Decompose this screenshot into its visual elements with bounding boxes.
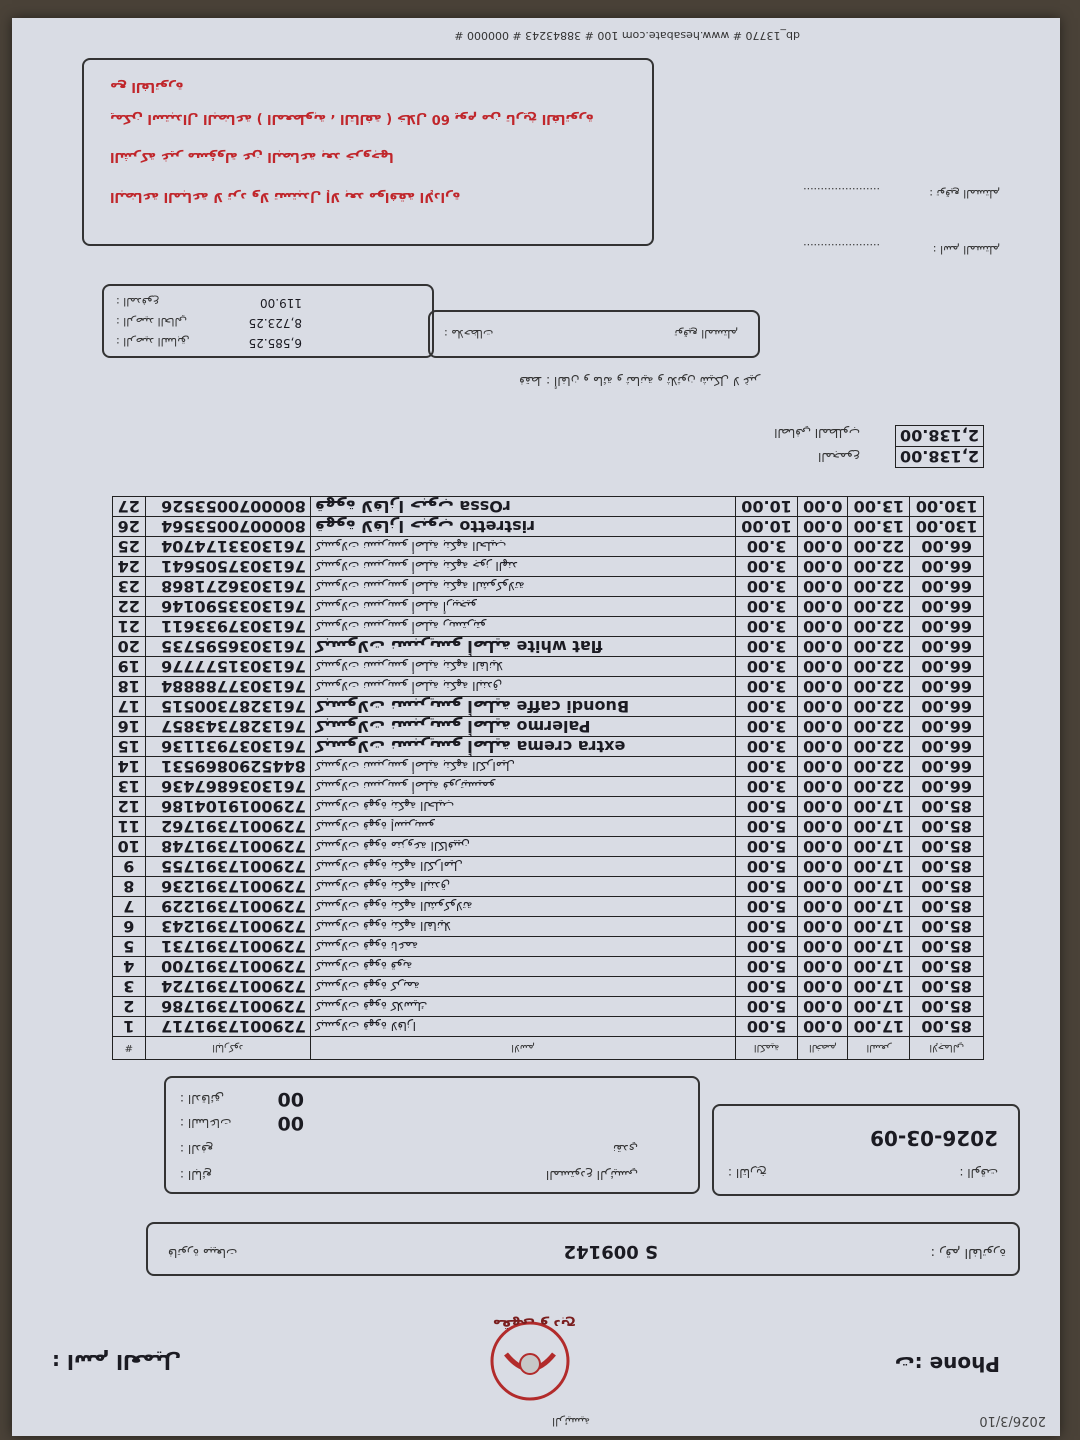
row-discount: 0.00: [798, 697, 848, 717]
row-qty: 3.00: [736, 777, 798, 797]
table-row: [113, 897, 984, 917]
row-name: ristretto قهوة لافازا حبوب: [310, 517, 735, 537]
row-index: 1: [113, 1017, 146, 1037]
row-price: 17.00: [848, 997, 910, 1017]
terms-line-2: الشركة غير مسؤولة عن البضاعة بعد خروجها: [110, 149, 394, 164]
row-qty: 3.00: [736, 557, 798, 577]
row-barcode: 7613033174704: [145, 537, 310, 557]
row-name: كبسولات قهوة ناعمة: [310, 937, 735, 957]
row-total: 85.00: [910, 837, 984, 857]
notes-box: [428, 310, 760, 358]
table-row: [113, 817, 984, 837]
row-name: كبسولات نسبريسو أصلية بنكهة جوز الهند: [310, 557, 735, 577]
table-row: [113, 997, 984, 1017]
row-price: 22.00: [848, 717, 910, 737]
row-qty: 3.00: [736, 637, 798, 657]
table-row: [113, 837, 984, 857]
row-index: 22: [113, 597, 146, 617]
current-balance: 8,723.25: [248, 316, 302, 330]
row-name: كبسولات نسبريسو أصلية أربيجيو: [310, 597, 735, 617]
row-qty: 5.00: [736, 837, 798, 857]
row-barcode: 7290017391243: [145, 917, 310, 937]
row-name: كبسولات نسبريسو أصلية بنكهة الفانيلا: [310, 657, 735, 677]
row-total: 66.00: [910, 557, 984, 577]
row-index: 13: [113, 777, 146, 797]
row-index: 18: [113, 677, 146, 697]
table-row: [113, 717, 984, 737]
row-barcode: 7613036271868: [145, 577, 310, 597]
row-name: كبسولات قهوة بنكهة الكراميل: [310, 857, 735, 877]
row-barcode: 8000070053564: [145, 517, 310, 537]
row-total: 66.00: [910, 577, 984, 597]
row-barcode: 7290017391755: [145, 857, 310, 877]
row-index: 7: [113, 897, 146, 917]
row-qty: 5.00: [736, 857, 798, 877]
row-index: 17: [113, 697, 146, 717]
table-header-row: [113, 1037, 984, 1060]
row-price: 22.00: [848, 757, 910, 777]
table-row: [113, 737, 984, 757]
table-row: [113, 577, 984, 597]
row-total: 66.00: [910, 717, 984, 737]
table-row: [113, 757, 984, 777]
col-name: الاسم: [310, 1037, 735, 1060]
row-name: extra crema كبسولات نسبريسو أصلية: [310, 737, 735, 757]
row-total: 66.00: [910, 657, 984, 677]
info-box: [164, 1076, 700, 1194]
row-price: 17.00: [848, 957, 910, 977]
row-total: 85.00: [910, 937, 984, 957]
invoice-number-box: [146, 1222, 1020, 1276]
table-row: [113, 977, 984, 997]
table-row: [113, 497, 984, 517]
row-total: 85.00: [910, 1017, 984, 1037]
col-total: الإجمالي: [910, 1037, 984, 1060]
row-discount: 0.00: [798, 597, 848, 617]
row-barcode: 7290017391236: [145, 877, 310, 897]
totals-table: [895, 425, 984, 468]
row-name: Palermo كبسولات نسبريسو أصلية: [310, 717, 735, 737]
row-barcode: 7613287343857: [145, 717, 310, 737]
terms-line-4: مع الفاتورة: [110, 79, 184, 94]
col-barcode: الباركود: [145, 1037, 310, 1060]
minutes-value: 00: [277, 1088, 304, 1110]
row-total: 66.00: [910, 677, 984, 697]
row-barcode: 7613037931136: [145, 737, 310, 757]
row-total: 85.00: [910, 857, 984, 877]
row-qty: 3.00: [736, 697, 798, 717]
row-price: 17.00: [848, 1017, 910, 1037]
row-name: Buondi caffe كبسولات نسبريسو أصلية: [310, 697, 735, 717]
row-name: كبسولات قهوة بنكهة البندق: [310, 877, 735, 897]
table-row: [113, 597, 984, 617]
row-price: 22.00: [848, 597, 910, 617]
receiver-signature-label: توقيع المستلم: [674, 327, 738, 340]
row-price: 17.00: [848, 817, 910, 837]
row-total: 66.00: [910, 777, 984, 797]
row-index: 27: [113, 497, 146, 517]
row-qty: 5.00: [736, 957, 798, 977]
row-discount: 0.00: [798, 637, 848, 657]
recipient-signature-label: توقيع المستلم :: [929, 187, 1000, 200]
row-price: 17.00: [848, 897, 910, 917]
row-name: كبسولات قهوة منزوعة الكافيين: [310, 837, 735, 857]
row-index: 2: [113, 997, 146, 1017]
row-index: 10: [113, 837, 146, 857]
row-qty: 5.00: [736, 877, 798, 897]
row-name: كبسولات قهوة إسبريسو: [310, 817, 735, 837]
row-index: 24: [113, 557, 146, 577]
row-name: كبسولات قهوة قوية: [310, 957, 735, 977]
row-barcode: 7290017391748: [145, 837, 310, 857]
invoice-number-label: رقم الفاتورة :: [930, 1245, 1006, 1260]
row-name: كبسولات قهوة كريمة: [310, 977, 735, 997]
row-qty: 5.00: [736, 917, 798, 937]
table-row: [113, 797, 984, 817]
recipient-name-dots: ......................: [803, 241, 880, 254]
row-qty: 5.00: [736, 1017, 798, 1037]
row-total: 85.00: [910, 877, 984, 897]
row-discount: 0.00: [798, 997, 848, 1017]
row-barcode: 8000070053526: [145, 497, 310, 517]
row-name: كبسولات نسبريسو أصلية بنكهة الشوكولاتة: [310, 577, 735, 597]
row-barcode: 7290017391762: [145, 817, 310, 837]
row-discount: 0.00: [798, 837, 848, 857]
row-discount: 0.00: [798, 977, 848, 997]
row-index: 4: [113, 957, 146, 977]
row-price: 17.00: [848, 877, 910, 897]
row-discount: 0.00: [798, 797, 848, 817]
row-barcode: 7290017391717: [145, 1017, 310, 1037]
row-qty: 3.00: [736, 537, 798, 557]
row-name: flat white كبسولات نسبريسو أصلية: [310, 637, 735, 657]
row-qty: 5.00: [736, 977, 798, 997]
row-price: 22.00: [848, 557, 910, 577]
row-total: 66.00: [910, 737, 984, 757]
row-discount: 0.00: [798, 857, 848, 877]
row-discount: 0.00: [798, 557, 848, 577]
notes-label: ملاحظات :: [444, 327, 494, 340]
row-price: 17.00: [848, 797, 910, 817]
row-index: 6: [113, 917, 146, 937]
paid-value: 119.00: [260, 296, 302, 310]
prev-balance: 6,585.25: [248, 336, 302, 350]
row-index: 11: [113, 817, 146, 837]
row-discount: 0.00: [798, 777, 848, 797]
table-row: [113, 537, 984, 557]
col-qty: الكمية: [736, 1037, 798, 1060]
row-discount: 0.00: [798, 657, 848, 677]
balance-box: [102, 284, 434, 358]
date-box: [712, 1104, 1020, 1196]
invoice-type-value: فاتورة مبيعات: [168, 1246, 238, 1260]
row-barcode: 7290017391731: [145, 937, 310, 957]
row-name: كبسولات قهوة بنكهة الفانيلا: [310, 917, 735, 937]
row-total: 66.00: [910, 697, 984, 717]
row-price: 22.00: [848, 537, 910, 557]
row-name: rOssa قهوة لافازا حبوب: [310, 497, 735, 517]
table-row: [113, 877, 984, 897]
row-name: كبسولات نسبريسو أصلية بنكهة الحليب: [310, 537, 735, 557]
row-discount: 0.00: [798, 937, 848, 957]
row-qty: 10.00: [736, 497, 798, 517]
row-discount: 0.00: [798, 577, 848, 597]
row-index: 23: [113, 577, 146, 597]
row-name: كبسولات نسبريسو أصلية ريستريتو: [310, 617, 735, 637]
invoice-date: 2026-03-09: [870, 1126, 998, 1150]
pay-value: نقدي: [612, 1142, 638, 1156]
row-barcode: 7290017391786: [145, 997, 310, 1017]
net-label: الصافي المطلوب: [774, 426, 860, 440]
row-index: 5: [113, 937, 146, 957]
date-label: التاريخ :: [728, 1166, 768, 1180]
row-barcode: 7290017391724: [145, 977, 310, 997]
row-qty: 5.00: [736, 797, 798, 817]
row-name: كبسولات قهوة بنكهة الشوكولاتة: [310, 897, 735, 917]
row-barcode: 7613033590146: [145, 597, 310, 617]
total-value: 2,138.00: [896, 447, 984, 468]
row-total: 66.00: [910, 597, 984, 617]
row-discount: 0.00: [798, 677, 848, 697]
row-discount: 0.00: [798, 497, 848, 517]
row-discount: 0.00: [798, 1017, 848, 1037]
row-index: 20: [113, 637, 146, 657]
pay-label: الدفع :: [180, 1142, 214, 1156]
recipient-name-label: اسم المستلم :: [932, 243, 1000, 256]
invoice-paper: [12, 18, 1060, 1436]
row-qty: 5.00: [736, 817, 798, 837]
row-index: 15: [113, 737, 146, 757]
row-name: كبسولات قهوة بنكهة الحليب: [310, 797, 735, 817]
phone-label: Phone :ت: [894, 1352, 1000, 1376]
invoice-number: S 009142: [563, 1241, 658, 1262]
row-name: كبسولات نسبريسو أصلية بنكهة الكراميل: [310, 757, 735, 777]
table-row: [113, 697, 984, 717]
row-total: 85.00: [910, 817, 984, 837]
row-index: 8: [113, 877, 146, 897]
row-qty: 5.00: [736, 997, 798, 1017]
row-discount: 0.00: [798, 897, 848, 917]
row-discount: 0.00: [798, 537, 848, 557]
time-label: الوقت :: [959, 1166, 998, 1180]
items-table: [112, 496, 984, 1060]
row-index: 25: [113, 537, 146, 557]
col-index: #: [113, 1037, 146, 1060]
net-value: 2,138.00: [896, 426, 984, 447]
current-balance-label: الرصيد الحالي :: [116, 315, 187, 328]
row-price: 17.00: [848, 917, 910, 937]
table-row: [113, 617, 984, 637]
row-index: 14: [113, 757, 146, 777]
row-price: 17.00: [848, 857, 910, 877]
row-discount: 0.00: [798, 877, 848, 897]
terms-line-1: البضاعة المباعة لا ترد ولا تستبدل إلا بعد موافقة الإدارة: [110, 189, 461, 204]
minutes-label: الدقائق :: [180, 1092, 224, 1106]
row-price: 22.00: [848, 677, 910, 697]
row-total: 85.00: [910, 977, 984, 997]
table-row: [113, 957, 984, 977]
row-total: 130.00: [910, 517, 984, 537]
row-qty: 3.00: [736, 577, 798, 597]
row-price: 22.00: [848, 637, 910, 657]
table-row: [113, 937, 984, 957]
row-index: 16: [113, 717, 146, 737]
row-name: كبسولات قهوة لافازا: [310, 1017, 735, 1037]
table-row: [113, 777, 984, 797]
row-discount: 0.00: [798, 517, 848, 537]
total-label: المجموع: [818, 450, 860, 464]
row-total: 85.00: [910, 917, 984, 937]
client-label: اسم العميل :: [52, 1350, 182, 1374]
col-price: السعر: [848, 1037, 910, 1060]
row-total: 66.00: [910, 617, 984, 637]
row-qty: 3.00: [736, 657, 798, 677]
recipient-signature-dots: ......................: [803, 185, 880, 198]
row-index: 9: [113, 857, 146, 877]
row-barcode: 7613036595735: [145, 637, 310, 657]
col-discount: الخصم: [798, 1037, 848, 1060]
table-row: [113, 517, 984, 537]
row-name: كبسولات قهوة كلاسيك: [310, 997, 735, 1017]
row-price: 17.00: [848, 977, 910, 997]
row-discount: 0.00: [798, 917, 848, 937]
row-barcode: 7613037788884: [145, 677, 310, 697]
row-barcode: 7613037505641: [145, 557, 310, 577]
print-date: 2026/3/10: [979, 1413, 1046, 1428]
table-row: [113, 557, 984, 577]
row-discount: 0.00: [798, 757, 848, 777]
seller-label: البائع :: [180, 1168, 212, 1182]
row-barcode: 7613031577776: [145, 657, 310, 677]
row-total: 66.00: [910, 757, 984, 777]
row-qty: 5.00: [736, 897, 798, 917]
row-index: 3: [113, 977, 146, 997]
row-total: 85.00: [910, 797, 984, 817]
row-price: 22.00: [848, 697, 910, 717]
row-qty: 5.00: [736, 937, 798, 957]
row-price: 13.00: [848, 497, 910, 517]
prev-balance-label: الرصيد السابق :: [116, 335, 190, 348]
row-barcode: 7290017391700: [145, 957, 310, 977]
row-total: 130.00: [910, 497, 984, 517]
row-price: 22.00: [848, 617, 910, 637]
row-qty: 3.00: [736, 717, 798, 737]
table-row: [113, 917, 984, 937]
row-total: 66.00: [910, 637, 984, 657]
row-price: 17.00: [848, 937, 910, 957]
row-name: كبسولات نسبريسو أصلية بنكهة البندق: [310, 677, 735, 697]
row-total: 85.00: [910, 997, 984, 1017]
hours-label: الساعات :: [180, 1116, 232, 1130]
header-small-label: الرئيسية: [552, 1415, 590, 1428]
table-row: [113, 1017, 984, 1037]
row-price: 22.00: [848, 657, 910, 677]
row-price: 13.00: [848, 517, 910, 537]
row-discount: 0.00: [798, 817, 848, 837]
currency-label: المستودع الرئيسي: [545, 1168, 638, 1182]
row-total: 66.00: [910, 537, 984, 557]
row-barcode: 7613037933611: [145, 617, 310, 637]
row-discount: 0.00: [798, 617, 848, 637]
paid-label: المدفوع :: [116, 295, 160, 308]
row-price: 22.00: [848, 577, 910, 597]
row-qty: 3.00: [736, 737, 798, 757]
row-index: 19: [113, 657, 146, 677]
row-discount: 0.00: [798, 737, 848, 757]
terms-line-3: يمكن استبدال البضاعة ( المعطوبة ، التالفة ) خلال 60 يوم من تاريخ الفاتورة: [110, 111, 594, 126]
row-qty: 3.00: [736, 677, 798, 697]
row-qty: 3.00: [736, 757, 798, 777]
table-row: [113, 677, 984, 697]
row-price: 22.00: [848, 777, 910, 797]
table-row: [113, 657, 984, 677]
row-barcode: 8445290869531: [145, 757, 310, 777]
row-barcode: 7290017391229: [145, 897, 310, 917]
row-index: 12: [113, 797, 146, 817]
terms-box: [82, 58, 654, 246]
row-qty: 3.00: [736, 597, 798, 617]
row-qty: 10.00: [736, 517, 798, 537]
row-barcode: 7613036867436: [145, 777, 310, 797]
row-qty: 3.00: [736, 617, 798, 637]
table-row: [113, 857, 984, 877]
footer-text: db_13770 # www.hesabate.com 100 # 38843243 # 000000 #: [454, 29, 800, 42]
row-index: 21: [113, 617, 146, 637]
row-total: 85.00: [910, 957, 984, 977]
row-total: 85.00: [910, 897, 984, 917]
row-barcode: 7290019104186: [145, 797, 310, 817]
row-barcode: 7613287300515: [145, 697, 310, 717]
row-name: كبسولات نسبريسو أصلية فورتيسيمو: [310, 777, 735, 797]
logo-text: مقهى و دبح: [492, 1316, 576, 1332]
hours-value: 00: [277, 1112, 304, 1134]
row-index: 26: [113, 517, 146, 537]
amount-in-words: فقط : ألفان و مائة و ثمانية و ثلاثون شيكل لا غير: [519, 374, 760, 388]
row-discount: 0.00: [798, 717, 848, 737]
row-price: 17.00: [848, 837, 910, 857]
row-discount: 0.00: [798, 957, 848, 977]
table-row: [113, 637, 984, 657]
row-price: 22.00: [848, 737, 910, 757]
